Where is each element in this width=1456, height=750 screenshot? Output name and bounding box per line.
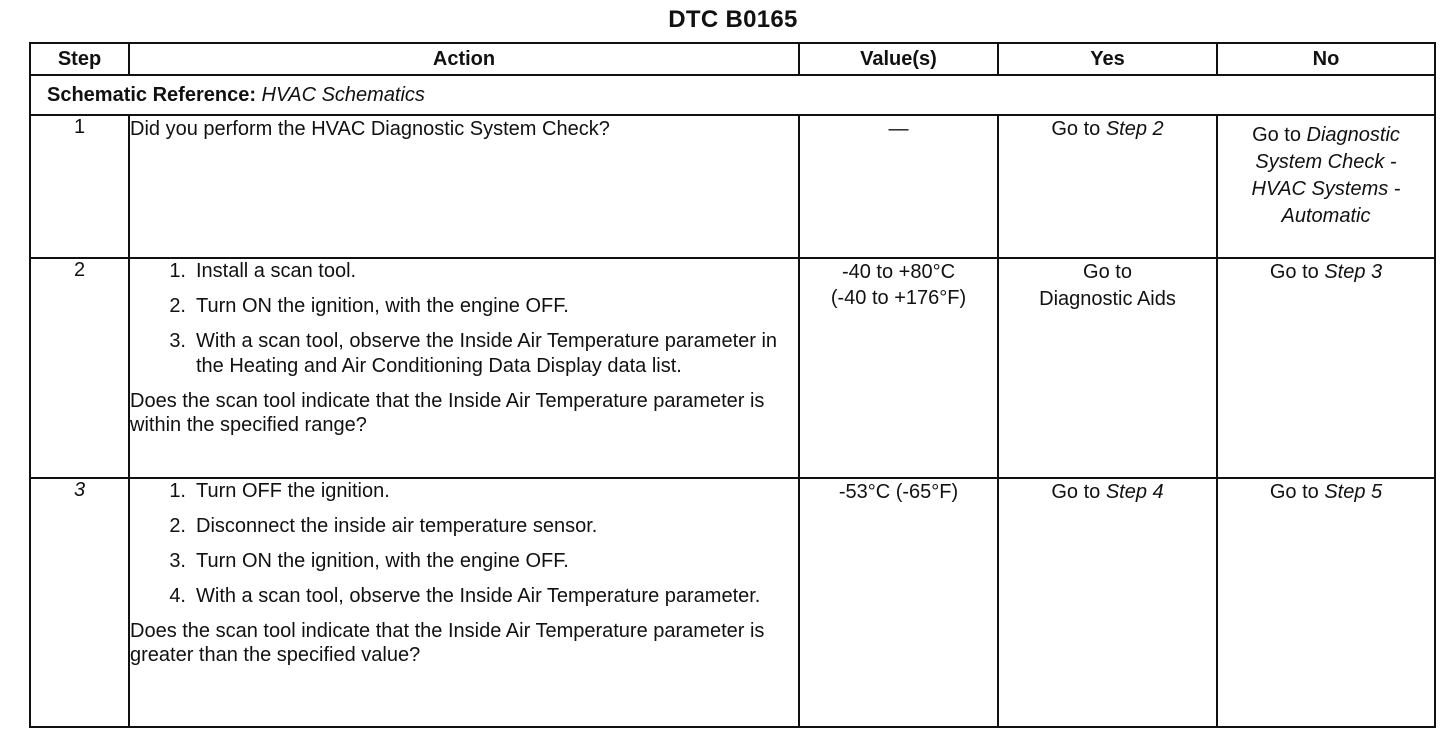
list-item [130, 584, 798, 609]
table-row [30, 258, 1435, 478]
table-row [30, 115, 1435, 258]
yes-prefix: Go to [1051, 118, 1101, 140]
action-cell [129, 258, 799, 478]
header-values: Value(s) [799, 43, 998, 75]
list-item-text: Turn ON the ignition, with the engine OFF. [196, 550, 569, 572]
step-number: 3 [30, 478, 129, 727]
no-cell [1217, 258, 1435, 478]
list-item [130, 479, 798, 504]
list-item-number: 3. [169, 550, 186, 572]
no-prefix: Go to [1269, 261, 1319, 283]
action-question: Does the scan tool indicate that the Inside Air Temperature parameter is within the specified range? [130, 390, 765, 436]
no-link-line2[interactable]: System Check - [1255, 151, 1397, 173]
list-item-text: With a scan tool, observe the Inside Air Temperature parameter. [196, 585, 761, 607]
list-item-text: Install a scan tool. [196, 260, 357, 282]
list-item [130, 294, 798, 319]
list-item-number: 2. [169, 515, 186, 537]
action-steps-list [130, 479, 798, 609]
list-item-number: 2. [169, 295, 186, 317]
action-steps-list [130, 259, 798, 379]
list-item-number: 3. [169, 330, 186, 352]
list-item [130, 259, 798, 284]
schematic-reference-label: Schematic Reference: [47, 83, 256, 106]
table-header-row [30, 43, 1435, 75]
header-step: Step [30, 43, 129, 75]
no-prefix: Go to [1252, 124, 1301, 146]
list-item-number: 1. [169, 480, 186, 502]
no-link-line4[interactable]: Automatic [1281, 205, 1371, 227]
action-question: Did you perform the HVAC Diagnostic System Check? [130, 118, 610, 140]
no-prefix: Go to [1269, 481, 1319, 503]
list-item [130, 329, 798, 379]
no-cell [1217, 115, 1435, 258]
diagnostic-table [29, 42, 1436, 728]
no-link[interactable]: Step 3 [1324, 261, 1383, 283]
list-item [130, 549, 798, 574]
value-celsius: -40 to +80°C [841, 261, 956, 283]
yes-link[interactable]: Step 2 [1105, 118, 1164, 140]
no-link-line3[interactable]: HVAC Systems - [1251, 178, 1401, 200]
list-item-number: 1. [169, 260, 186, 282]
action-cell [129, 478, 799, 727]
yes-cell [998, 258, 1217, 478]
header-no: No [1217, 43, 1435, 75]
yes-link[interactable]: Diagnostic Aids [1039, 288, 1176, 310]
step-number: 1 [30, 115, 129, 258]
value-fahrenheit: (-40 to +176°F) [830, 287, 967, 309]
value-cell [799, 258, 998, 478]
no-link[interactable]: Step 5 [1324, 481, 1383, 503]
yes-cell [998, 115, 1217, 258]
list-item-text: Turn ON the ignition, with the engine OFF. [196, 295, 569, 317]
schematic-reference-link[interactable]: HVAC Schematics [261, 83, 425, 106]
yes-prefix: Go to [1051, 481, 1101, 503]
action-question: Does the scan tool indicate that the Inside Air Temperature parameter is greater than the specified value? [130, 620, 765, 666]
table-row [30, 478, 1435, 727]
action-cell [129, 115, 799, 258]
document-title: DTC B0165 [668, 6, 798, 33]
header-action: Action [129, 43, 799, 75]
list-item-text: Disconnect the inside air temperature sensor. [196, 515, 598, 537]
yes-prefix: Go to [1083, 261, 1132, 283]
schematic-reference-row [30, 75, 1435, 115]
schematic-reference [30, 75, 1435, 115]
list-item-text: With a scan tool, observe the Inside Air Temperature parameter in the Heating and Air Conditioning Data Display data list. [196, 330, 778, 377]
yes-cell [998, 478, 1217, 727]
value-cell: -53°C (-65°F) [799, 478, 998, 727]
list-item-text: Turn OFF the ignition. [196, 480, 390, 502]
yes-link[interactable]: Step 4 [1105, 481, 1164, 503]
step-number: 2 [30, 258, 129, 478]
no-cell [1217, 478, 1435, 727]
list-item [130, 514, 798, 539]
no-link-line1[interactable]: Diagnostic [1306, 124, 1400, 146]
list-item-number: 4. [169, 585, 186, 607]
value-cell: — [799, 115, 998, 258]
header-yes: Yes [998, 43, 1217, 75]
